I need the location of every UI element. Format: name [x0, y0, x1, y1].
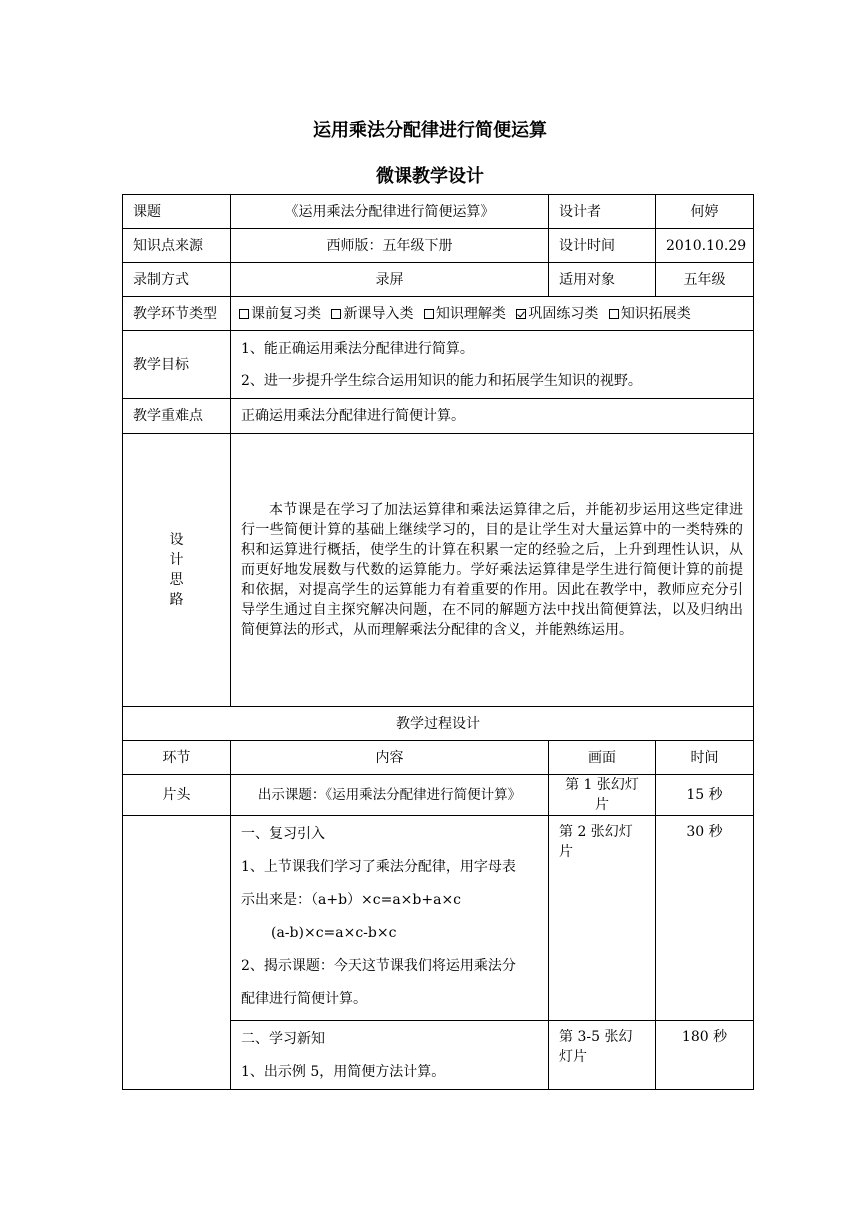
goal-row [123, 331, 754, 399]
record-value: 录屏 [231, 263, 549, 297]
source-row [123, 229, 754, 263]
source-value: 西师版：五年级下册 [231, 229, 549, 263]
content-cell: 出示课题：《运用乘法分配律进行简便计算》 [231, 775, 549, 816]
stage-cell-empty [123, 816, 231, 1090]
time-cell: 180 秒 [656, 1021, 754, 1090]
type-label: 教学环节类型 [123, 297, 231, 331]
content-cell: 二、学习新知 1、出示例 5，用简便方法计算。 [231, 1021, 549, 1090]
col-screen-header: 画面 [549, 741, 656, 775]
time-cell: 15 秒 [656, 775, 754, 816]
idea-text: 本节课是在学习了加法运算律和乘法运算律之后，并能初步运用这些定律进行一些简便计算的基础上继续学习的，目的是让学生对大量运算中的一类特殊的积和运算进行概括，使学生的计算在积累一定的经验之后，上升到理性认识，从而更好地发展数与代数的运算能力。学好乘法运算律是学生进行简便计算的前提和依据，对提高学生的运算能力有着重要的作用。因此在教学中，教师应充分引导学生通过自主探究解决问题，在不同的解题方法中找出简便算法，以及归纳出简便算法的形式，从而理解乘法分配律的含义，并能熟练运用。 [231, 434, 754, 707]
process-heading-row [123, 707, 754, 741]
goal-item-1: 1、能正确运用乘法分配律进行简算。 [241, 340, 474, 357]
type-option-practice[interactable]: 巩固练习类 [516, 306, 598, 322]
checkbox-icon[interactable] [331, 309, 341, 319]
content-cell: 一、复习引入 1、上节课我们学习了乘法分配律，用字母表 示出来是：（a+b）×c=a×b+a×c (a-b)×c=a×c-b×c 2、揭示课题：今天这节课我们将运用乘法分 配律进行简便计算。 [231, 816, 549, 1021]
key-label: 教学重难点 [123, 399, 231, 434]
type-options [231, 297, 754, 331]
designer-value: 何婷 [656, 195, 754, 229]
source-label: 知识点来源 [123, 229, 231, 263]
time-cell: 30 秒 [656, 816, 754, 1021]
checkbox-icon[interactable] [609, 309, 619, 319]
process-header-row [123, 741, 754, 775]
goal-label: 教学目标 [123, 331, 231, 399]
type-option-review[interactable]: 课前复习类 [239, 306, 321, 322]
checkbox-checked-icon[interactable] [516, 309, 526, 319]
document-subtitle: 微课教学设计 [376, 166, 484, 187]
topic-label: 课题 [123, 195, 231, 229]
document-title: 运用乘法分配律进行简便运算 [313, 120, 547, 141]
record-label: 录制方式 [123, 263, 231, 297]
topic-row [123, 195, 754, 229]
type-option-intro[interactable]: 新课导入类 [331, 306, 413, 322]
idea-label: 设 计 思 路 [123, 434, 231, 707]
goal-item-2: 2、进一步提升学生综合运用知识的能力和拓展学生知识的视野。 [241, 372, 642, 389]
process-row-review [123, 816, 754, 1021]
col-content-header: 内容 [231, 741, 549, 775]
screen-cell: 第 2 张幻灯片 [549, 816, 656, 1021]
process-row-intro [123, 775, 754, 816]
type-option-extension[interactable]: 知识拓展类 [609, 306, 691, 322]
screen-cell: 第 1 张幻灯片 [549, 775, 656, 816]
checkbox-icon[interactable] [424, 309, 434, 319]
type-row [123, 297, 754, 331]
design-time-label: 设计时间 [549, 229, 656, 263]
checkbox-icon[interactable] [239, 309, 249, 319]
col-stage-header: 环节 [123, 741, 231, 775]
topic-value: 《运用乘法分配律进行简便运算》 [231, 195, 549, 229]
key-row [123, 399, 754, 434]
screen-cell: 第 3-5 张幻灯片 [549, 1021, 656, 1090]
audience-label: 适用对象 [549, 263, 656, 297]
record-row [123, 263, 754, 297]
design-table [122, 194, 754, 1090]
type-option-understanding[interactable]: 知识理解类 [424, 306, 506, 322]
process-heading: 教学过程设计 [123, 707, 754, 741]
design-time-value: 2010.10.29 [656, 229, 754, 263]
audience-value: 五年级 [656, 263, 754, 297]
idea-row [123, 434, 754, 707]
col-time-header: 时间 [656, 741, 754, 775]
stage-cell: 片头 [123, 775, 231, 816]
key-value: 正确运用乘法分配律进行简便计算。 [231, 399, 754, 434]
designer-label: 设计者 [549, 195, 656, 229]
